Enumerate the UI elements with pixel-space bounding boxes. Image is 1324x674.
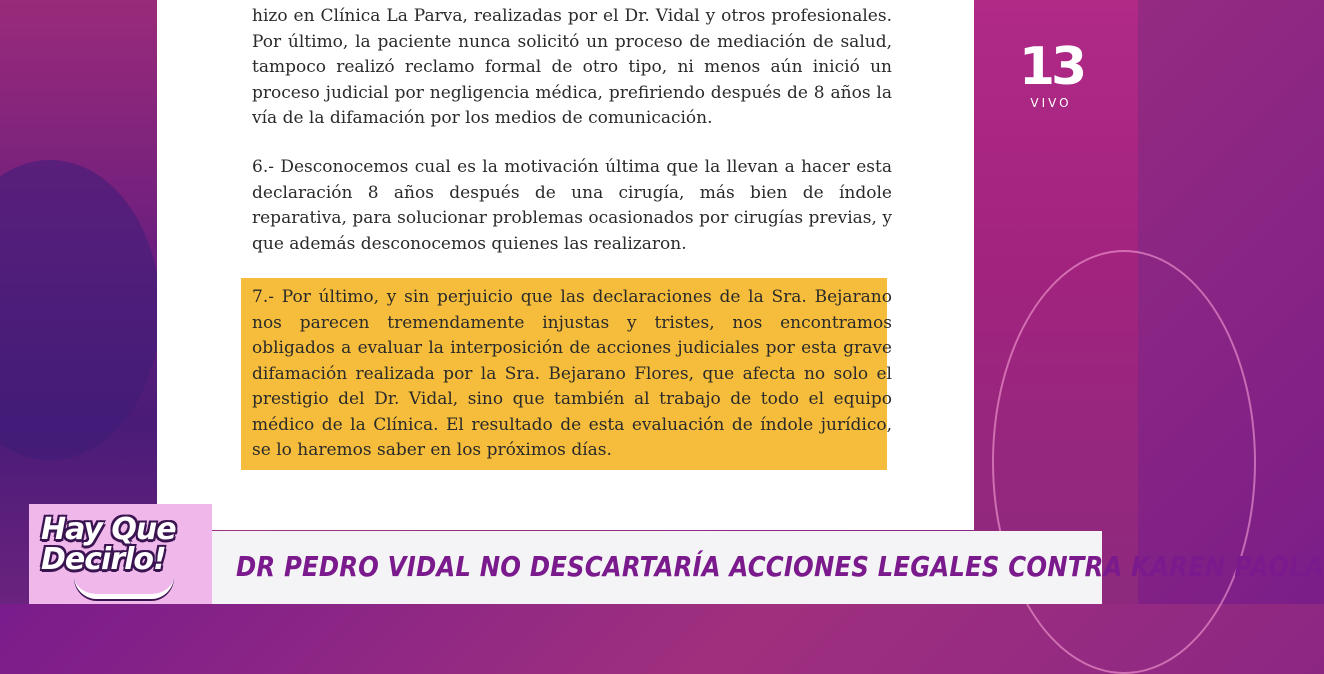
document-paragraph-7: 7.- Por último, y sin perjuicio que las declaraciones de la Sra. Bejarano nos parecen tremendamente injustas y tristes, nos encontramos obligados a evaluar la interposición de acciones judiciales por esta grave difamación realizada por la Sra. Bejarano Flores, que afecta no solo el prestigio del Dr. Vidal, sino que también al trabajo de todo el equipo médico de la Clínica. El resultado de esta evaluación de índole jurídico, se lo haremos saber en los próximos días. <box>252 287 892 460</box>
show-logo-smile <box>74 576 174 599</box>
show-logo <box>29 504 212 604</box>
channel-logo-number: 13 <box>1018 37 1084 97</box>
channel-logo <box>1018 38 1084 118</box>
headline-text: DR PEDRO VIDAL NO DESCARTARÍA ACCIONES LEGALES CONTRA KAREN PAOLA <box>236 550 1324 583</box>
headline-ticker <box>212 531 1324 604</box>
show-title-line-2: Decirlo! <box>41 542 166 577</box>
show-title-line-1: Hay Que <box>41 512 176 547</box>
document-paragraph-6: 6.- Desconocemos cual es la motivación última que la llevan a hacer esta declaración 8 años después de una cirugía, más bien de índole reparativa, para solucionar problemas ocasionados por cirugías previas, y que además desconocemos quienes las realizaron. <box>252 157 892 254</box>
decorative-arc <box>992 250 1256 674</box>
document-paragraph-5-end: hizo en Clínica La Parva, realizadas por el Dr. Vidal y otros profesionales. Por último, la paciente nunca solicitó un proceso de mediación de salud, tampoco realizó reclamo formal de otro tipo, ni menos aún inició un proceso judicial por negligencia médica, prefiriendo después de 8 años la vía de la difamación por los medios de comunicación. <box>252 6 892 128</box>
live-label: VIVO <box>1030 96 1072 110</box>
